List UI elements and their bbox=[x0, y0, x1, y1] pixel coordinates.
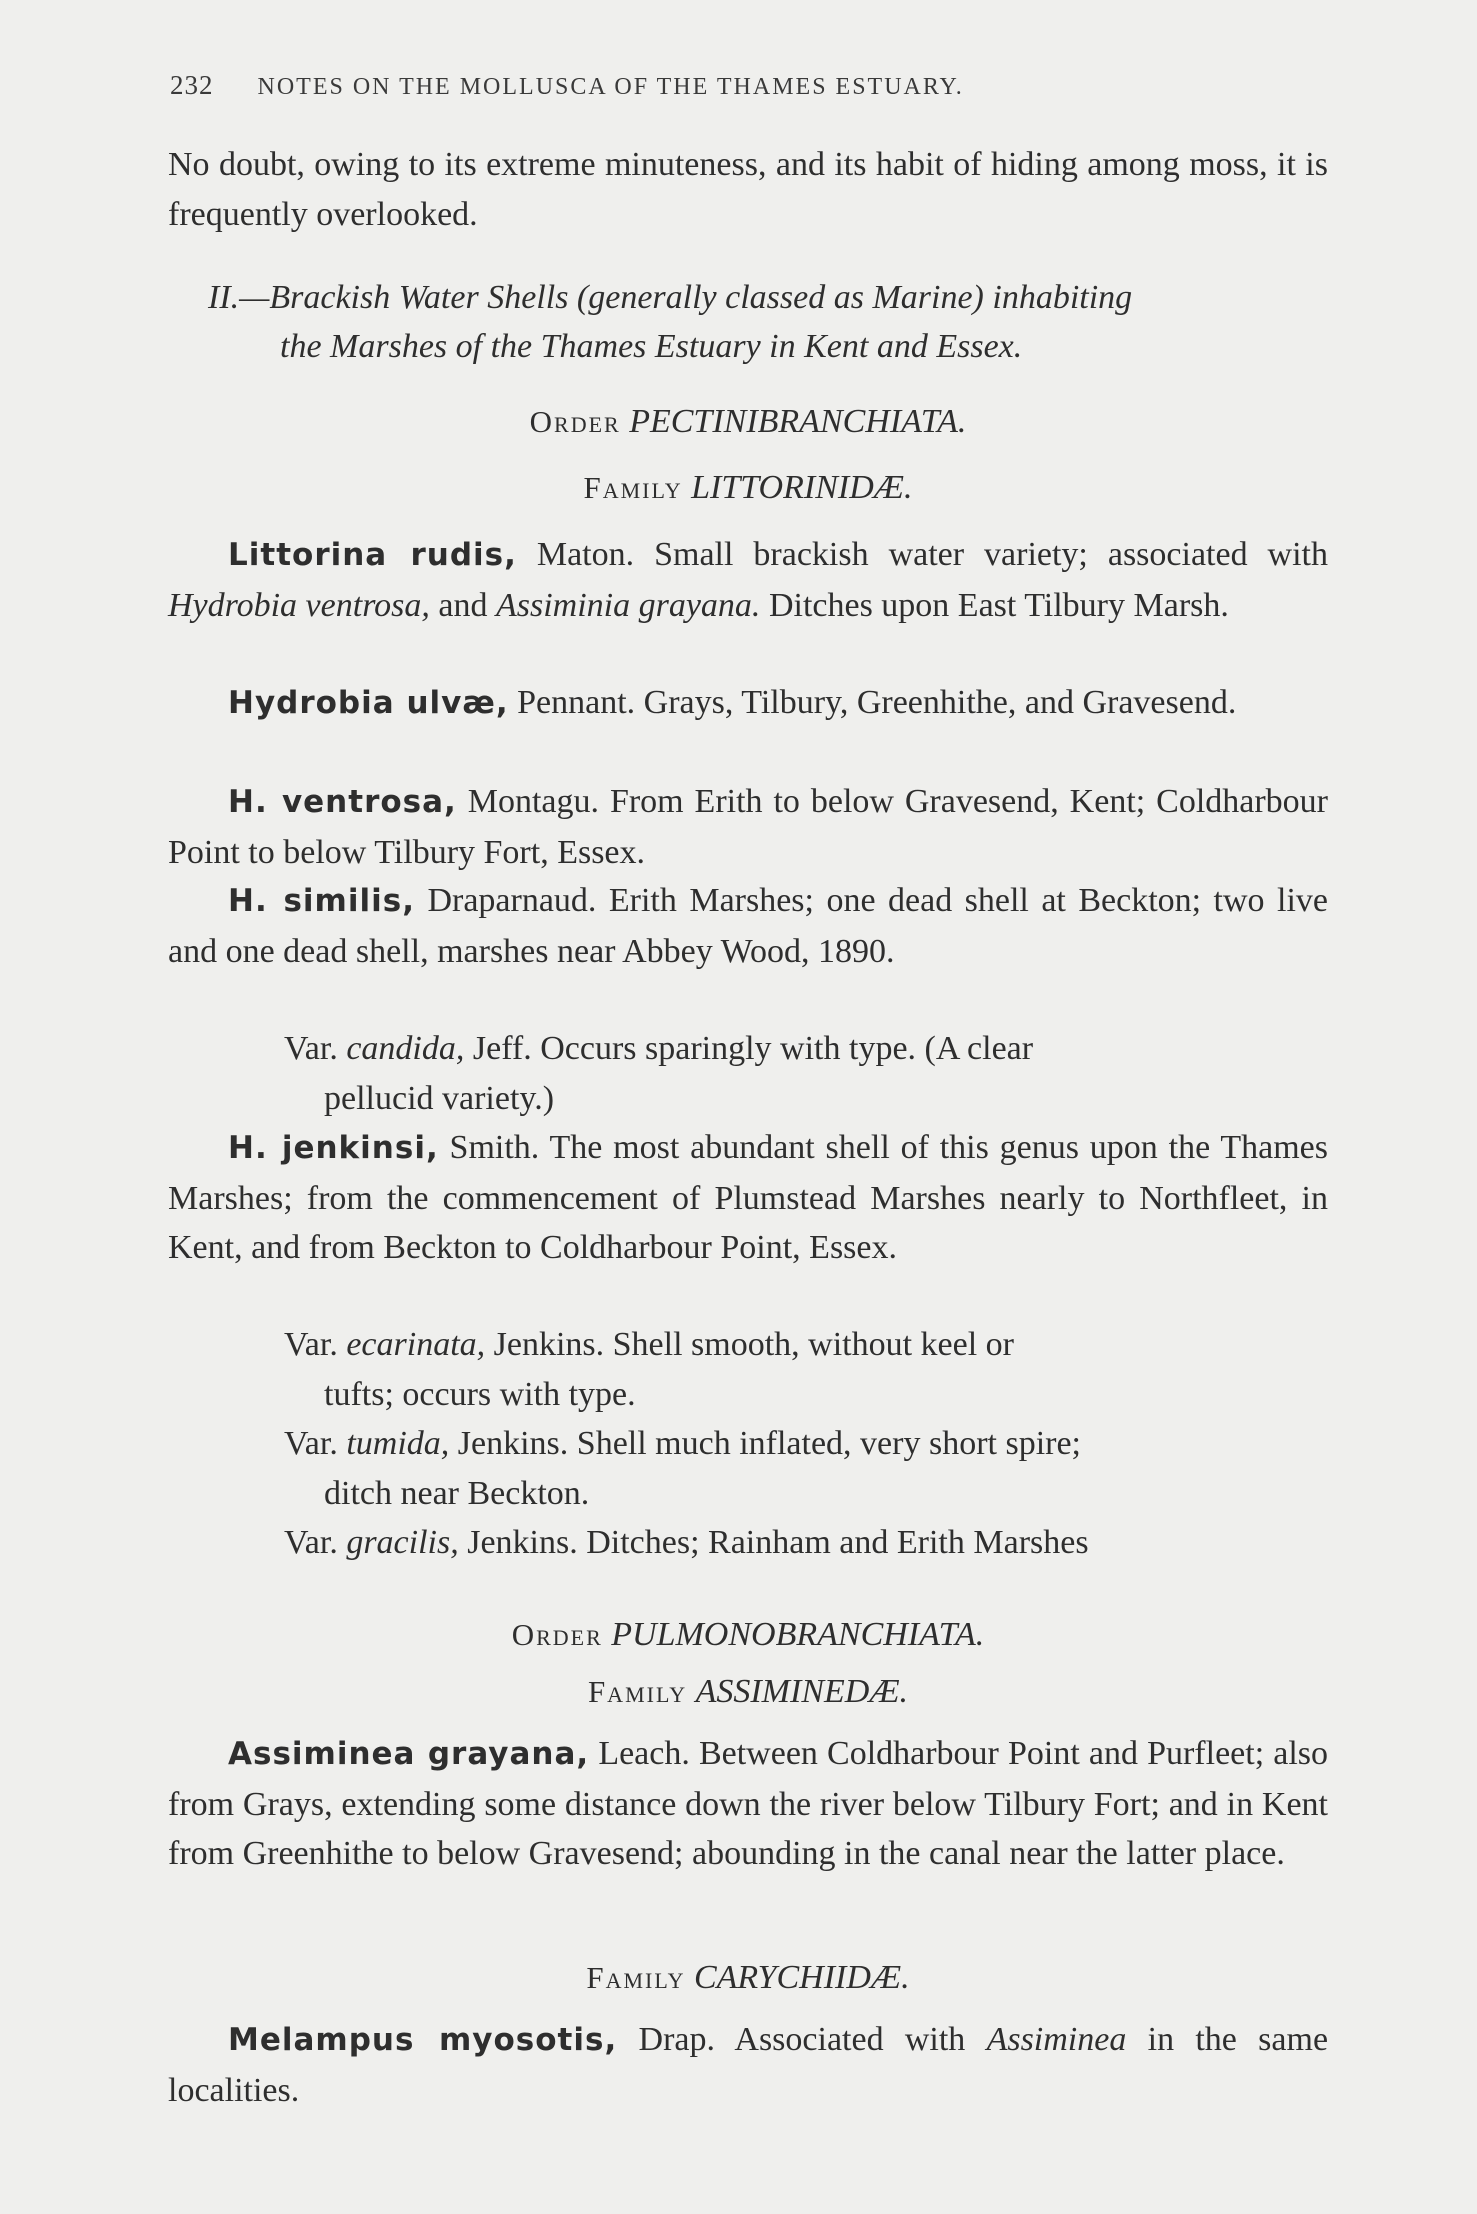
entry-h-ventrosa bbox=[168, 777, 1328, 877]
species-authority: Maton. bbox=[536, 536, 635, 573]
variety-name: candida, bbox=[346, 1030, 465, 1067]
section-heading-line-2: the Marshes of the Thames Estuary in Kent and Essex. bbox=[280, 328, 1023, 365]
family-name: LITTORINIDÆ. bbox=[691, 469, 913, 506]
entry-text: Small brackish water variety; associated with bbox=[654, 536, 1328, 573]
order-heading-2 bbox=[168, 1610, 1328, 1659]
variety-text: Ditches; Rainham and Erith Marshes bbox=[586, 1524, 1089, 1561]
variety-text-continued: tufts; occurs with type. bbox=[324, 1375, 636, 1413]
family-label: Family bbox=[586, 1960, 686, 1995]
species-name: Littorina rudis, bbox=[228, 537, 517, 573]
family-name: ASSIMINEDÆ. bbox=[695, 1673, 909, 1710]
variety-ecarinata bbox=[284, 1320, 1328, 1419]
variety-text-continued: pellucid variety.) bbox=[324, 1079, 555, 1117]
species-name: Hydrobia ulvæ, bbox=[228, 685, 509, 721]
entry-littorina-rudis bbox=[168, 530, 1328, 630]
family-name: CARYCHIIDÆ. bbox=[693, 1959, 910, 1996]
variety-prefix: Var. bbox=[284, 1030, 338, 1067]
species-name: H. jenkinsi, bbox=[228, 1130, 439, 1166]
entry-text: Between Coldharbour Point and Purfleet; also from Grays, extending some distance down the river below Tilbury Fort; and in Kent from Greenhithe to below Gravesend; abounding in the canal near the latter place. bbox=[168, 1735, 1329, 1872]
entry-melampus-myosotis bbox=[168, 2015, 1328, 2115]
family-heading bbox=[168, 463, 1328, 512]
entry-text: The most abundant shell of this genus upon the Thames Marshes; from the commencement of Plumstead Marshes nearly to Northfleet, in Kent, and from Beckton to Coldharbour Point, Essex. bbox=[168, 1129, 1328, 1266]
species-authority: Leach. bbox=[598, 1735, 690, 1772]
associated-species: Hydrobia ventrosa, bbox=[168, 586, 430, 624]
associated-species: Assiminia grayana. bbox=[495, 586, 761, 624]
variety-prefix: Var. bbox=[284, 1524, 338, 1561]
page-number: 232 bbox=[170, 70, 214, 100]
entry-text: Grays, Tilbury, Greenhithe, and Gravesend. bbox=[643, 684, 1237, 721]
species-authority: Pennant. bbox=[517, 684, 636, 721]
species-authority: Draparnaud. bbox=[427, 882, 597, 919]
variety-text: Occurs sparingly with type. (A clear bbox=[540, 1030, 1034, 1067]
running-header bbox=[170, 70, 1220, 101]
variety-authority: Jenkins. bbox=[467, 1524, 578, 1561]
variety-name: gracilis, bbox=[346, 1524, 459, 1561]
family-heading-3 bbox=[168, 1953, 1328, 2002]
species-name: Melampus myosotis, bbox=[228, 2022, 618, 2058]
section-heading-line-1: II.—Brackish Water Shells (generally classed as Marine) inhabiting bbox=[208, 279, 1133, 316]
running-title: NOTES ON THE MOLLUSCA OF THE THAMES ESTUARY. bbox=[257, 74, 964, 100]
intro-paragraph: No doubt, owing to its extreme minuteness, and its habit of hiding among moss, it is frequently overlooked. bbox=[168, 146, 1328, 233]
variety-text: Shell much inflated, very short spire; bbox=[576, 1425, 1082, 1462]
family-label: Family bbox=[587, 1674, 688, 1709]
variety-text: Shell smooth, without keel or bbox=[612, 1326, 1014, 1363]
species-name: H. ventrosa, bbox=[228, 784, 457, 820]
entry-assiminea-grayana bbox=[168, 1729, 1328, 1879]
species-name: Assiminea grayana, bbox=[228, 1736, 590, 1772]
entry-text: and bbox=[438, 586, 488, 624]
variety-tumida bbox=[284, 1419, 1328, 1518]
section-heading bbox=[168, 273, 1328, 371]
family-heading-2 bbox=[168, 1667, 1328, 1716]
variety-prefix: Var. bbox=[284, 1425, 338, 1462]
variety-prefix: Var. bbox=[284, 1326, 338, 1363]
species-name: H. similis, bbox=[228, 883, 415, 919]
entry-text: From Erith to below Gravesend, Kent; Coldharbour Point to below Tilbury Fort, Essex. bbox=[168, 783, 1329, 871]
entry-text: Erith Marshes; one dead shell at Beckton; two live and one dead shell, marshes near Abbey Wood, 1890. bbox=[168, 882, 1329, 970]
species-authority: Drap. bbox=[638, 2021, 715, 2058]
variety-gracilis bbox=[284, 1518, 1328, 1568]
order-label: Order bbox=[511, 1617, 603, 1652]
entry-h-similis bbox=[168, 876, 1328, 976]
variety-text-continued: ditch near Beckton. bbox=[324, 1474, 590, 1512]
entry-text: Associated with bbox=[734, 2021, 966, 2058]
variety-authority: Jenkins. bbox=[457, 1425, 569, 1462]
order-name: PULMONOBRANCHIATA. bbox=[611, 1616, 985, 1653]
family-label: Family bbox=[583, 470, 683, 505]
entry-hydrobia-ulvae bbox=[168, 678, 1328, 729]
variety-name: ecarinata, bbox=[346, 1326, 486, 1363]
variety-authority: Jeff. bbox=[472, 1030, 532, 1067]
entry-h-jenkinsi bbox=[168, 1123, 1328, 1273]
variety-name: tumida, bbox=[346, 1425, 450, 1462]
entry-text: Ditches upon East Tilbury Marsh. bbox=[768, 586, 1229, 624]
species-authority: Smith. bbox=[449, 1129, 540, 1166]
order-heading bbox=[168, 397, 1328, 446]
order-name: PECTINIBRANCHIATA. bbox=[629, 403, 967, 440]
variety-authority: Jenkins. bbox=[493, 1326, 605, 1363]
order-label: Order bbox=[529, 404, 621, 439]
associated-species: Assiminea bbox=[986, 2021, 1127, 2058]
variety-candida bbox=[284, 1024, 1328, 1123]
species-authority: Montagu. bbox=[467, 783, 600, 820]
entry-text: in the same localities. bbox=[168, 2021, 1329, 2109]
